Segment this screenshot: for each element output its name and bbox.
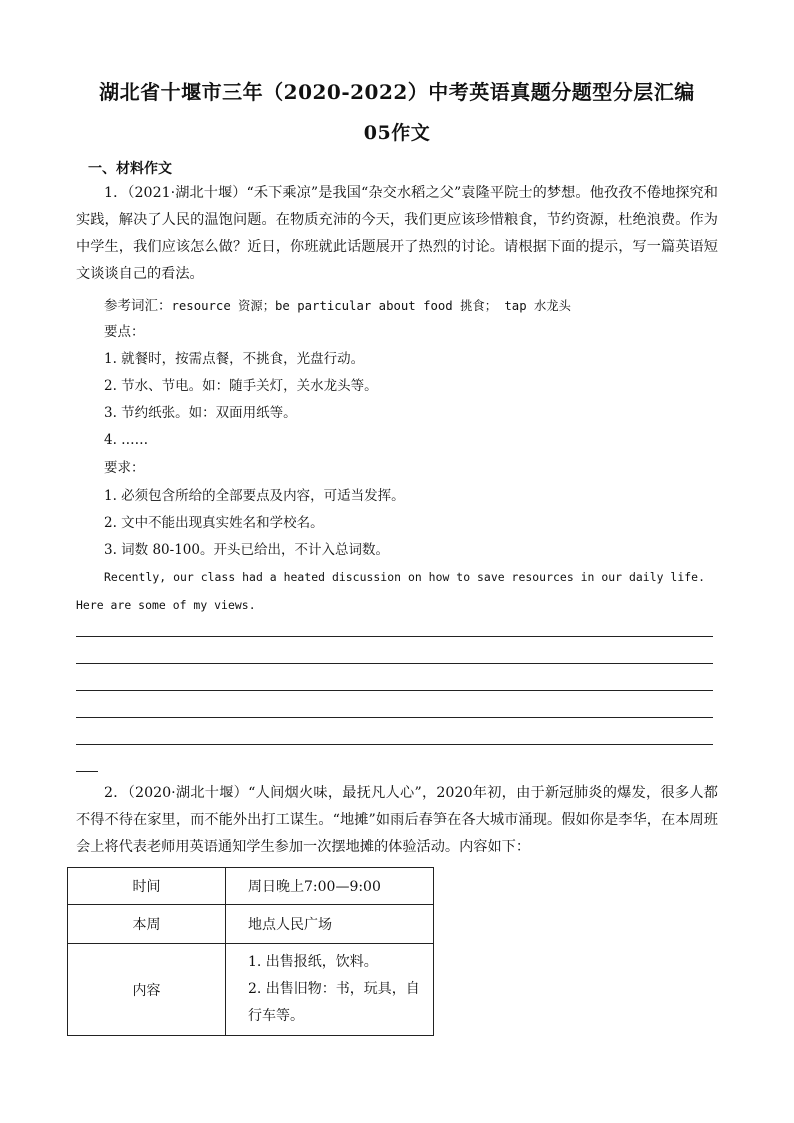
essay-opening: Recently, our class had a heated discussion on how to save resources in our daily life. Here are some of my views. (76, 570, 705, 612)
content-item: 2. 出售旧物：书，玩具，自行车等。 (248, 981, 420, 1024)
section-heading: 一、材料作文 (88, 161, 172, 177)
point-item: 1. 就餐时，按需点餐，不挑食，光盘行动。 (104, 351, 365, 367)
writing-line[interactable] (76, 717, 713, 718)
writing-line[interactable] (76, 636, 713, 637)
table-value-cell (226, 944, 434, 1036)
table-value-cell: 地点人民广场 (226, 905, 434, 944)
writing-line-end[interactable] (76, 771, 98, 772)
table-key-cell: 本周 (68, 905, 226, 944)
table-value-cell: 周日晚上7:00—9:00 (226, 868, 434, 905)
question-1-intro: 1．（2021·湖北十堰）“禾下乘凉”是我国“杂交水稻之父”袁隆平院士的梦想。他孜孜不倦地探究和实践，解决了人民的温饱问题。在物质充沛的今天，我们更应该珍惜粮食，节约资源，杜绝浪费。作为中学生，我们应该怎么做？近日，你班就此话题展开了热烈的讨论。请根据下面的提示，写一篇英语短文谈谈自己的看法。 (76, 185, 718, 282)
writing-line[interactable] (76, 744, 713, 745)
table-row (68, 905, 434, 944)
requirement-item: 1. 必须包含所给的全部要点及内容，可适当发挥。 (104, 488, 405, 504)
vocab-text: resource 资源；be particular about food 挑食； tap 水龙头 (171, 299, 571, 313)
table-key-cell: 时间 (68, 868, 226, 905)
writing-line[interactable] (76, 690, 713, 691)
requirement-item: 3. 词数 80-100。开头已给出，不计入总词数。 (104, 542, 389, 558)
table-row (68, 868, 434, 905)
requirement-item: 2. 文中不能出现真实姓名和学校名。 (104, 515, 324, 531)
point-item: 4. …… (104, 432, 149, 448)
requirements-label: 要求： (104, 460, 145, 476)
page-title: 湖北省十堰市三年（2020-2022）中考英语真题分题型分层汇编 (99, 80, 695, 104)
vocab-label: 参考词汇： (104, 298, 172, 314)
writing-line[interactable] (76, 663, 713, 664)
point-item: 2. 节水、节电。如：随手关灯，关水龙头等。 (104, 378, 378, 394)
vocab-line (104, 296, 571, 316)
question-2-intro: 2．（2020·湖北十堰）“人间烟火味，最抚凡人心”，2020年初，由于新冠肺炎的爆发，很多人都不得不待在家里，而不能外出打工谋生。“地摊”如雨后春笋在各大城市涌现。假如你是李华，在本周班会上将代表老师用英语通知学生参加一次摆地摊的体验活动。内容如下： (76, 785, 718, 855)
page-subtitle: 05作文 (363, 122, 431, 144)
points-label: 要点： (104, 324, 145, 340)
table-row (68, 944, 434, 1036)
table-key-cell: 内容 (68, 944, 226, 1036)
activity-info-table (67, 867, 434, 1036)
content-item: 1. 出售报纸，饮料。 (248, 954, 378, 970)
point-item: 3. 节约纸张。如：双面用纸等。 (104, 405, 297, 421)
